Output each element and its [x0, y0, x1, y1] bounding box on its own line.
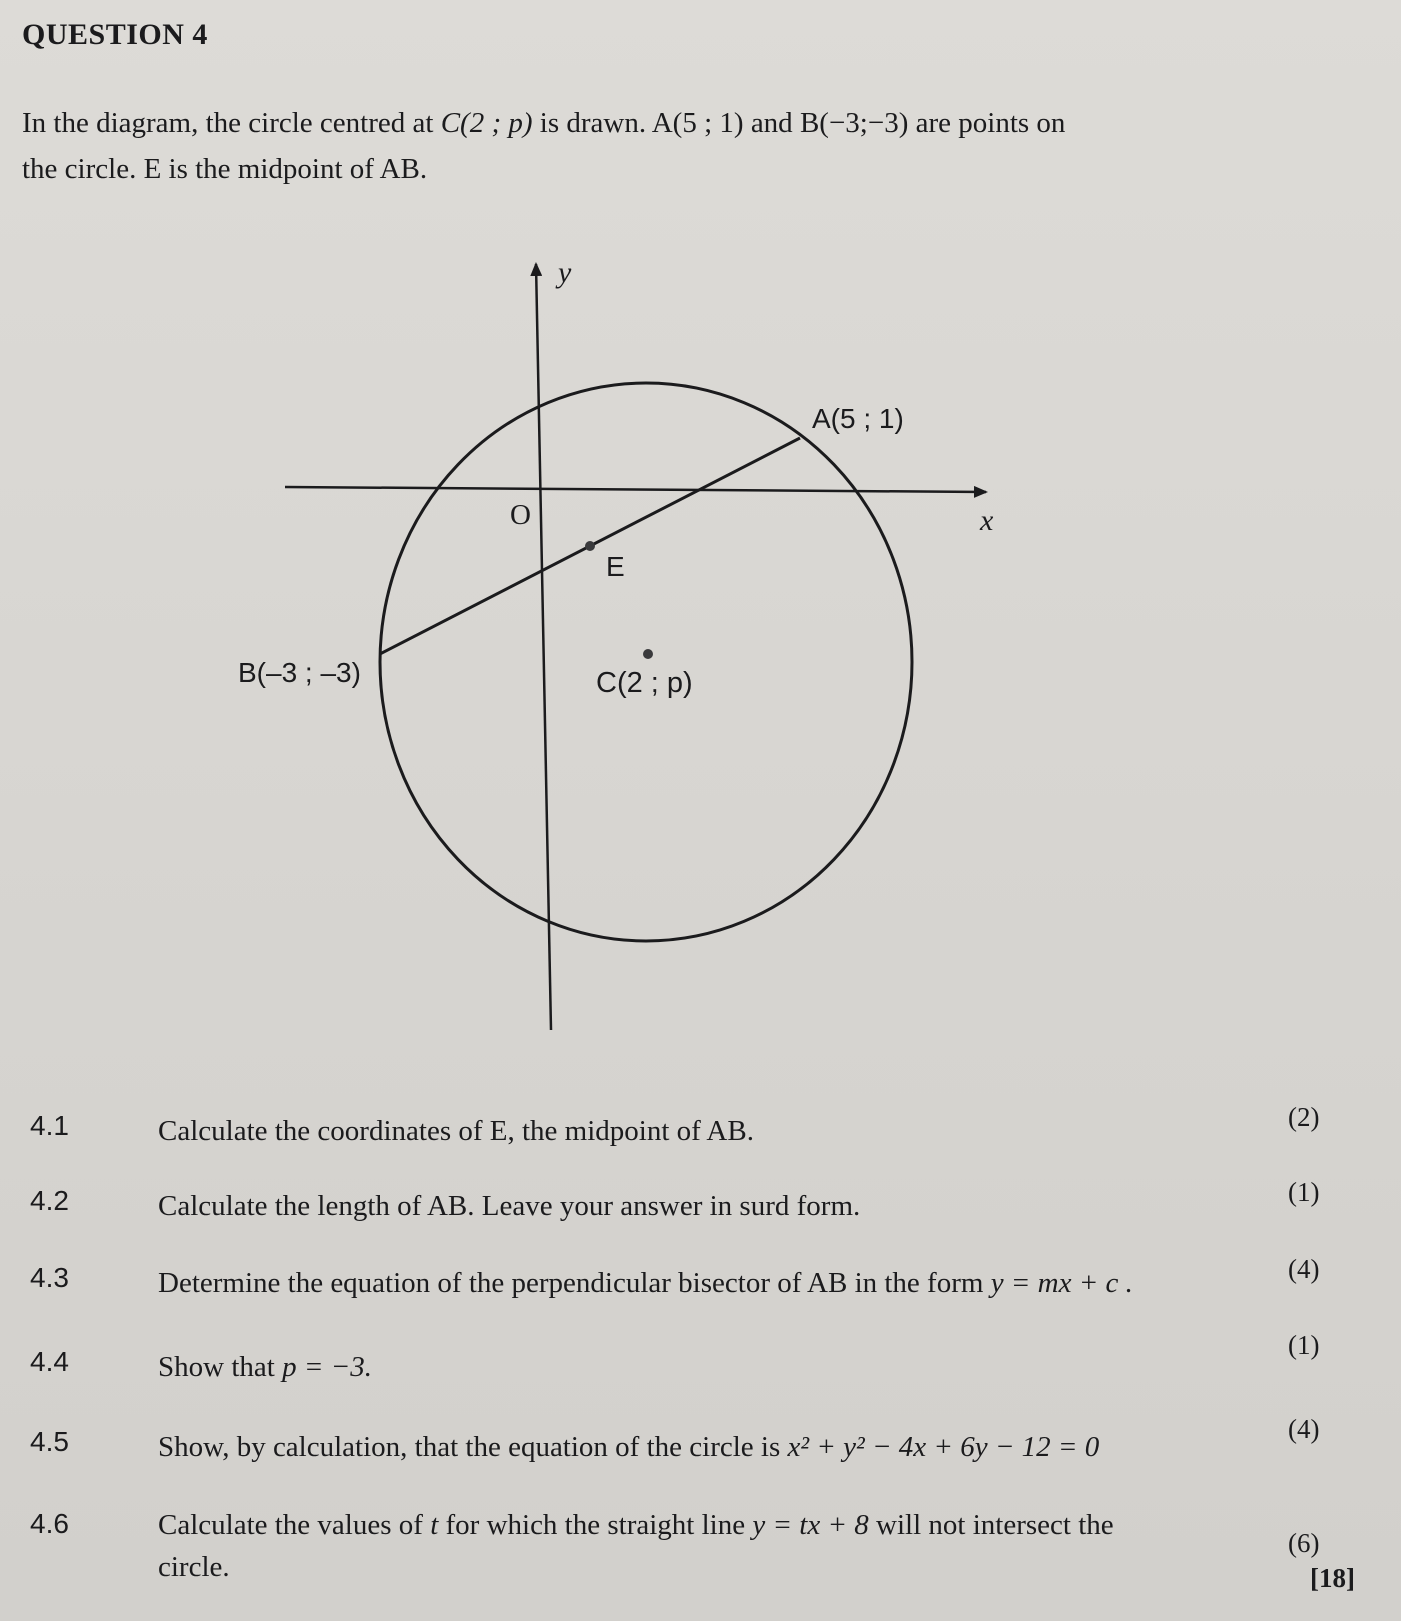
formula: y = mx + c .	[990, 1267, 1133, 1299]
point-a-label: A(5 ; 1)	[812, 403, 904, 434]
y-axis-label: y	[558, 256, 572, 289]
question-number: 4.6	[30, 1508, 69, 1539]
question-text	[158, 1504, 1238, 1588]
formula: y = tx + 8	[752, 1509, 869, 1541]
question-number: 4.4	[30, 1346, 69, 1377]
question-heading: QUESTION 4	[22, 18, 208, 51]
circle	[380, 383, 912, 941]
question-marks: (1)	[1288, 1177, 1320, 1207]
question-marks: (1)	[1288, 1330, 1320, 1360]
question-4-1	[0, 1102, 1401, 1170]
question-marks: (4)	[1288, 1254, 1320, 1284]
intro-text-3: are points on	[908, 107, 1066, 139]
variable-t: t	[430, 1509, 439, 1541]
question-marks: (6)	[1288, 1528, 1320, 1558]
formula: x² + y² − 4x + 6y − 12 = 0	[787, 1431, 1100, 1463]
question-number: 4.5	[30, 1426, 69, 1457]
question-number: 4.2	[30, 1185, 69, 1216]
question-text-part: Determine the equation of the perpendicular bisector of AB in the form	[158, 1267, 991, 1299]
intro-text-1: In the diagram, the circle centred at	[22, 107, 441, 139]
centre-label: C(2 ; p)	[596, 667, 693, 699]
intro-text-2: is drawn.	[532, 107, 652, 139]
question-text	[158, 1262, 1238, 1304]
question-text	[158, 1426, 1238, 1468]
question-4-3	[0, 1254, 1401, 1322]
question-4-2	[0, 1177, 1401, 1245]
intro-point-a: A(5 ; 1)	[651, 107, 744, 139]
question-text-part: Calculate the values of	[158, 1509, 431, 1541]
question-text: Calculate the length of AB. Leave your answer in surd form.	[158, 1190, 861, 1222]
question-text: Calculate the coordinates of E, the midpoint of AB.	[158, 1115, 754, 1147]
point-c	[643, 649, 653, 659]
question-number: 4.1	[30, 1110, 69, 1141]
intro-centre: C(2 ; p)	[440, 107, 533, 139]
question-4-6	[0, 1504, 1401, 1594]
question-marks: (4)	[1288, 1414, 1320, 1444]
question-text	[158, 1346, 1238, 1388]
intro-point-b: B(−3;−3)	[799, 107, 909, 139]
x-axis-label: x	[980, 504, 994, 537]
question-number: 4.3	[30, 1262, 69, 1293]
intro-line-2: the circle. E is the midpoint of AB.	[22, 153, 428, 185]
origin-label: O	[510, 499, 531, 531]
question-4-5	[0, 1414, 1401, 1486]
question-text-part: Show, by calculation, that the equation of the circle is	[158, 1431, 788, 1463]
y-axis	[536, 264, 551, 1030]
formula: p = −3.	[282, 1351, 372, 1383]
point-e	[585, 541, 595, 551]
question-text-part: will not intersect the	[868, 1509, 1114, 1541]
question-marks: (2)	[1288, 1102, 1320, 1132]
intro-and: and	[743, 107, 800, 139]
question-4-4	[0, 1330, 1401, 1406]
question-text-line-2: circle.	[158, 1551, 230, 1583]
question-text-part: for which the straight line	[438, 1509, 753, 1541]
point-e-label: E	[606, 551, 625, 582]
point-b-label: B(–3 ; –3)	[238, 657, 361, 688]
question-text-part: Show that	[158, 1351, 283, 1383]
x-axis	[285, 487, 986, 492]
total-marks: [18]	[1310, 1563, 1355, 1593]
